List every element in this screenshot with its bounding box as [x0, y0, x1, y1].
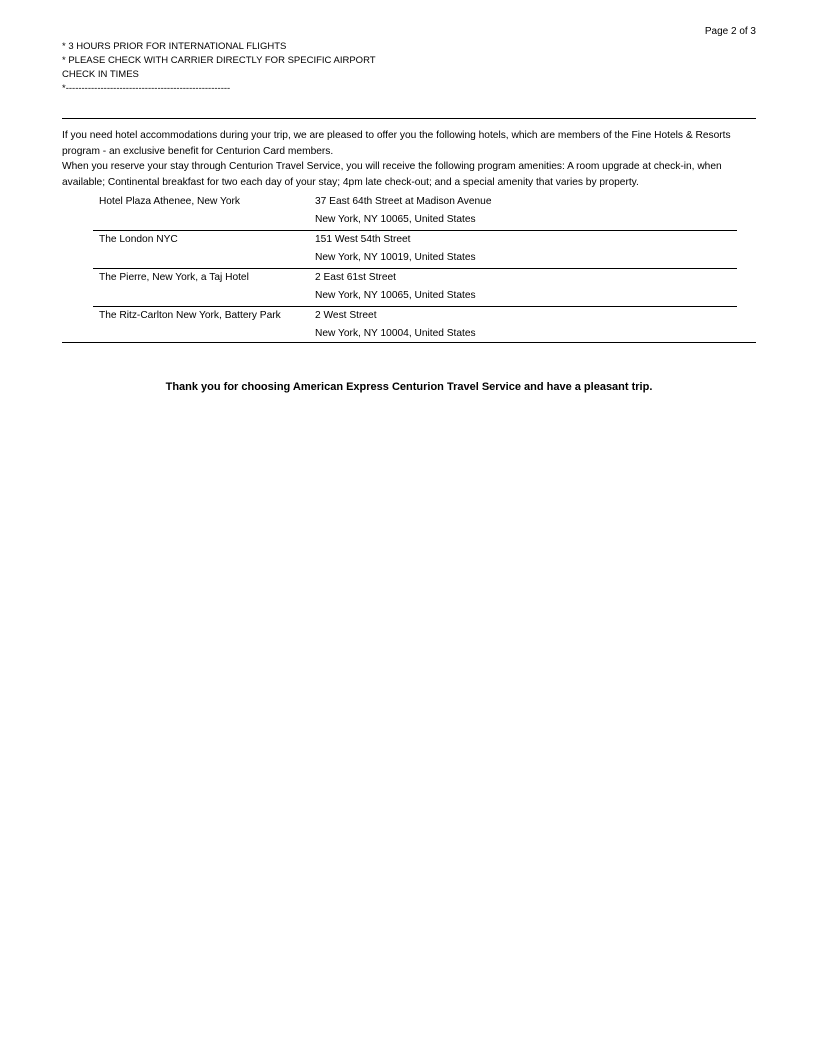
hotel-row [93, 193, 737, 211]
amenities-paragraph: When you reserve your stay through Centurion Travel Service, you will receive the following program amenities: A room upgrade at check-in, when available; Continental breakfast for two each day of your stay; 4pm late check-out; and a special amenity that varies by property. [62, 161, 722, 188]
hotel-address-city: New York, NY 10004, United States [315, 328, 476, 339]
note-line: * 3 HOURS PRIOR FOR INTERNATIONAL FLIGHTS [62, 41, 287, 52]
hotel-address-city: New York, NY 10019, United States [315, 249, 737, 269]
hotel-row-city [93, 211, 737, 231]
hotel-list-table [93, 193, 737, 343]
closing-message: Thank you for choosing American Express Centurion Travel Service and have a pleasant trip. [165, 381, 653, 393]
note-line: *---------------------------------------------------- [62, 83, 231, 94]
hotel-address-street: 37 East 64th Street at Madison Avenue [315, 196, 492, 207]
hotel-row [93, 307, 737, 326]
hotel-address-street: 151 West 54th Street [315, 234, 411, 245]
note-line: CHECK IN TIMES [62, 69, 139, 80]
hotel-address-street: 2 East 61st Street [315, 272, 396, 283]
hotel-row-city [93, 287, 737, 307]
hotel-offer-intro [62, 128, 756, 190]
hotel-address-city: New York, NY 10065, United States [315, 287, 737, 307]
hotel-row-city [93, 249, 737, 269]
hotel-row-city [93, 325, 737, 343]
hotel-name: Hotel Plaza Athenee, New York [99, 196, 241, 207]
hotel-row [93, 269, 737, 288]
hotel-name: The Ritz-Carlton New York, Battery Park [99, 310, 281, 321]
hotel-row [93, 231, 737, 250]
hotel-address-city: New York, NY 10065, United States [315, 211, 737, 231]
page-number: Page 2 of 3 [704, 26, 756, 37]
hotel-address-street: 2 West Street [315, 310, 377, 321]
hotel-name: The London NYC [99, 234, 178, 245]
section-divider [62, 118, 756, 119]
section-divider [62, 342, 756, 343]
intro-paragraph: If you need hotel accommodations during your trip, we are pleased to offer you the following hotels, which are members of the Fine Hotels & Resorts program - an exclusive benefit for Centurion Card members. [62, 130, 731, 157]
note-line: * PLEASE CHECK WITH CARRIER DIRECTLY FOR SPECIFIC AIRPORT [62, 55, 376, 66]
check-in-notes [62, 40, 462, 96]
hotel-name: The Pierre, New York, a Taj Hotel [99, 272, 249, 283]
